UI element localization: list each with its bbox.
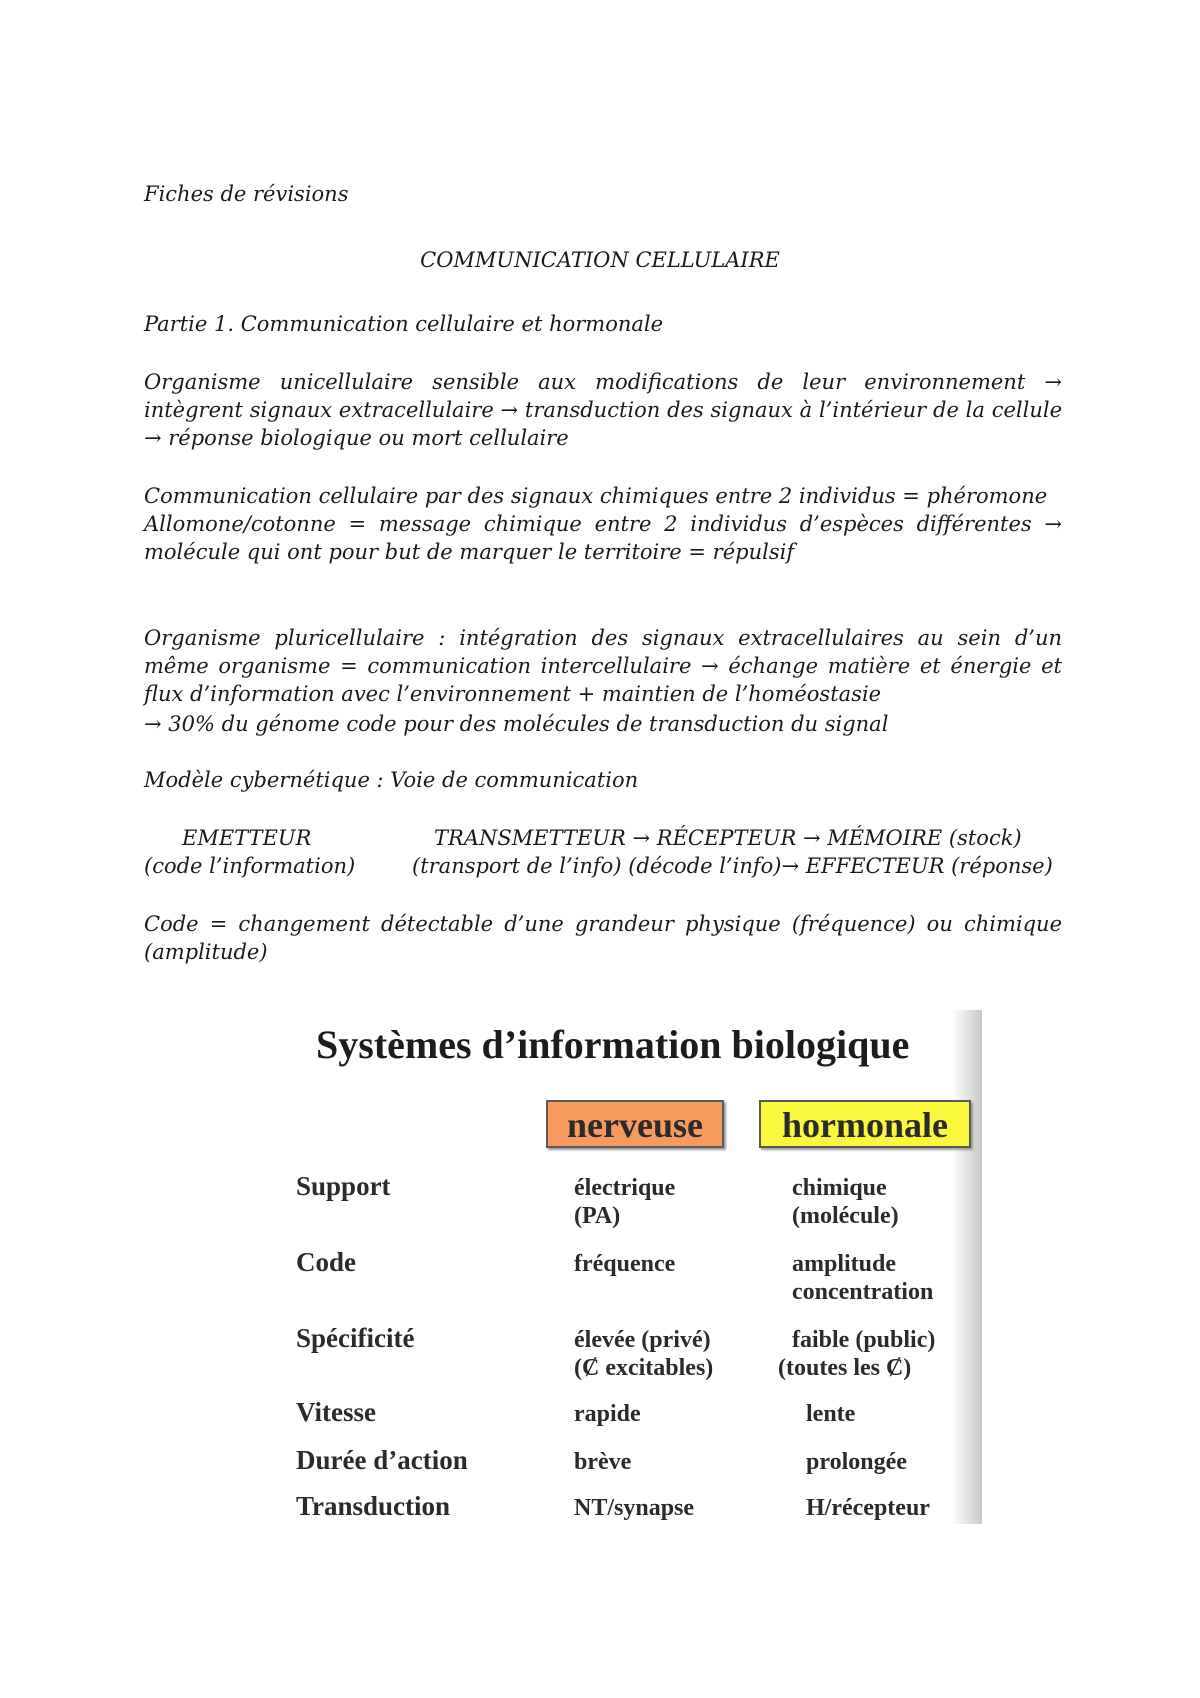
model-emitter-note: (code l’information) [144, 854, 356, 878]
information-systems-figure [278, 1010, 982, 1524]
paragraph-pluricellular: Organisme pluricellulaire : intégration des signaux extracellulaires au sein d’un même organisme = communication intercellulaire → échange matière et énergie et flux d’information avec l’environnement + maintien de l’homéostasie [144, 626, 1062, 706]
cell-specificity-nervous: élevée (privé) [574, 1327, 711, 1353]
cell-support-nervous-detail: (PA) [574, 1203, 621, 1229]
row-label-duration: Durée d’action [296, 1445, 468, 1475]
hormonal-column-header: hormonale [759, 1100, 971, 1148]
row-label-specificity: Spécificité [296, 1323, 415, 1353]
cell-specificity-hormonal-detail: (toutes les Ȼ) [778, 1355, 912, 1381]
cell-transduction-nervous: NT/synapse [574, 1495, 695, 1521]
part-heading: Partie 1. Communication cellulaire et hormonale [144, 312, 664, 336]
figure-title: Systèmes d’information biologique [316, 1022, 910, 1067]
cell-duration-hormonal: prolongée [806, 1449, 907, 1475]
cell-code-hormonal: amplitude [792, 1251, 897, 1277]
cell-transduction-hormonal: H/récepteur [806, 1495, 930, 1521]
page-title: COMMUNICATION CELLULAIRE [420, 248, 780, 272]
row-label-code: Code [296, 1247, 356, 1277]
figure-edge-shadow [952, 1010, 982, 1524]
nervous-column-header: nerveuse [546, 1100, 724, 1148]
row-label-support: Support [296, 1171, 391, 1201]
row-label-speed: Vitesse [296, 1397, 376, 1427]
row-label-transduction: Transduction [296, 1491, 451, 1521]
model-chain-notes: (transport de l’info) (décode l’info)→ EFFECTEUR (réponse) [412, 854, 1053, 878]
model-chain: TRANSMETTEUR → RÉCEPTEUR → MÉMOIRE (stock) [434, 826, 1022, 850]
cell-specificity-hormonal: faible (public) [792, 1327, 936, 1353]
cell-support-hormonal: chimique [792, 1175, 887, 1201]
cell-duration-nervous: brève [574, 1449, 632, 1475]
model-title: Modèle cybernétique : Voie de communication [144, 768, 639, 792]
cell-speed-nervous: rapide [574, 1401, 641, 1427]
cell-support-nervous: électrique [574, 1175, 676, 1201]
header-text: Fiches de révisions [144, 182, 349, 206]
cell-code-hormonal-detail: concentration [792, 1279, 934, 1305]
cell-support-hormonal-detail: (molécule) [792, 1203, 899, 1229]
paragraph-genome: → 30% du génome code pour des molécules de transduction du signal [144, 712, 889, 736]
model-emitter: EMETTEUR [182, 826, 312, 850]
cell-speed-hormonal: lente [806, 1401, 856, 1427]
cell-specificity-nervous-detail: (Ȼ excitables) [574, 1355, 714, 1381]
paragraph-code: Code = changement détectable d’une grandeur physique (fréquence) ou chimique (amplitude) [144, 912, 1062, 964]
paragraph-unicellular: Organisme unicellulaire sensible aux modifications de leur environnement → intègrent signaux extracellulaire → transduction des signaux à l’intérieur de la cellule → réponse biologique ou mort cellulaire [144, 370, 1062, 450]
cell-code-nervous: fréquence [574, 1251, 676, 1277]
paragraph-pheromone: Communication cellulaire par des signaux chimiques entre 2 individus = phéromone [144, 484, 1048, 508]
paragraph-allomone: Allomone/cotonne = message chimique entre 2 individus d’espèces différentes → molécule qui ont pour but de marquer le territoire = répulsif [144, 512, 1062, 564]
